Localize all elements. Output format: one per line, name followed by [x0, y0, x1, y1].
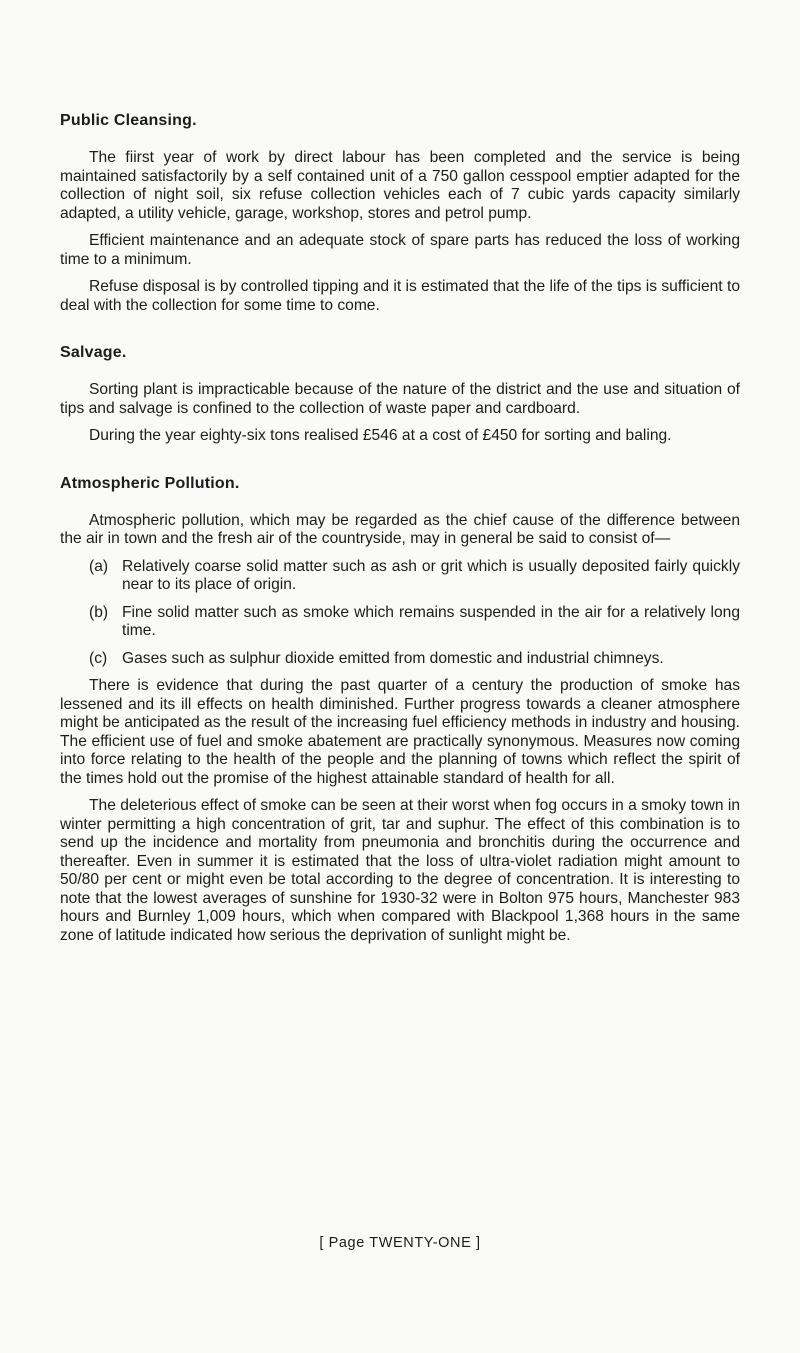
list-item [89, 558, 740, 595]
paragraph: Atmospheric pollution, which may be regarded as the chief cause of the difference between the air in town and the fresh air of the countryside, may in general be said to consist of— [60, 511, 740, 547]
list-item-text: Gases such as sulphur dioxide emitted from domestic and industrial chimneys. [122, 649, 664, 667]
list-item [89, 604, 740, 641]
paragraph: There is evidence that during the past quarter of a century the production of smoke has lessened and its ill effects on health diminished. Further progress towards a cleaner atmosphere might be anticipated as the result of the increasing fuel efficiency methods in industry and housing. The efficient use of fuel and smoke abatement are practically synonymous. Measures now coming into force relating to the health of the people and the planning of towns which reflect the spirit of the times hold out the promise of the highest attainable standard of health for all. [60, 677, 740, 787]
paragraph: The deleterious effect of smoke can be seen at their worst when fog occurs in a smoky town in winter permitting a high concentration of grit, tar and suphur. The effect of this combination is to send up the incidence and mortality from pneumonia and bronchitis during the occurrence and thereafter. Even in summer it is estimated that the loss of ultra-violet radiation might amount to 50/80 per cent or might even be total according to the degree of concentration. It is interesting to note that the lowest averages of sunshine for 1930-32 were in Bolton 975 hours, Manchester 983 hours and Burnley 1,009 hours, which when compared with Blackpool 1,368 hours in the same zone of latitude indicated how serious the deprivation of sunlight might be. [60, 797, 740, 944]
section-public-cleansing [60, 111, 740, 315]
section-heading: Public Cleansing. [60, 112, 197, 129]
list-marker: (c) [89, 649, 108, 667]
paragraph: During the year eighty-six tons realised £546 at a cost of £450 for sorting and baling. [89, 427, 672, 444]
page-number-footer: [ Page TWENTY-ONE ] [319, 1235, 481, 1251]
paragraph: Sorting plant is impracticable because of the nature of the district and the use and situation of tips and salvage is confined to the collection of waste paper and cardboard. [60, 381, 740, 417]
section-heading: Atmospheric Pollution. [60, 474, 240, 492]
list-marker: (b) [89, 603, 109, 621]
section-salvage [60, 343, 740, 446]
list-item-text: Relatively coarse solid matter such as ash or grit which is usually deposited fairly quickly near to its place of origin. [122, 557, 740, 593]
section-atmospheric-pollution [60, 474, 740, 946]
list-marker: (a) [89, 557, 109, 575]
section-heading: Salvage. [60, 344, 127, 361]
paragraph: Efficient maintenance and an adequate stock of spare parts has reduced the loss of working time to a minimum. [60, 232, 740, 268]
list-item-text: Fine solid matter such as smoke which remains suspended in the air for a relatively long time. [122, 603, 740, 639]
paragraph: Refuse disposal is by controlled tipping and it is estimated that the life of the tips is sufficient to deal with the collection for some time to come. [60, 278, 740, 314]
paragraph: The fiirst year of work by direct labour has been completed and the service is being maintained satisfactorily by a self contained unit of a 750 gallon cesspool emptier adapted for the collection of night soil, six refuse collection vehicles each of 7 cubic yards capacity similarly adapted, a utility vehicle, garage, workshop, stores and petrol pump. [60, 149, 740, 222]
list-item [89, 650, 740, 669]
